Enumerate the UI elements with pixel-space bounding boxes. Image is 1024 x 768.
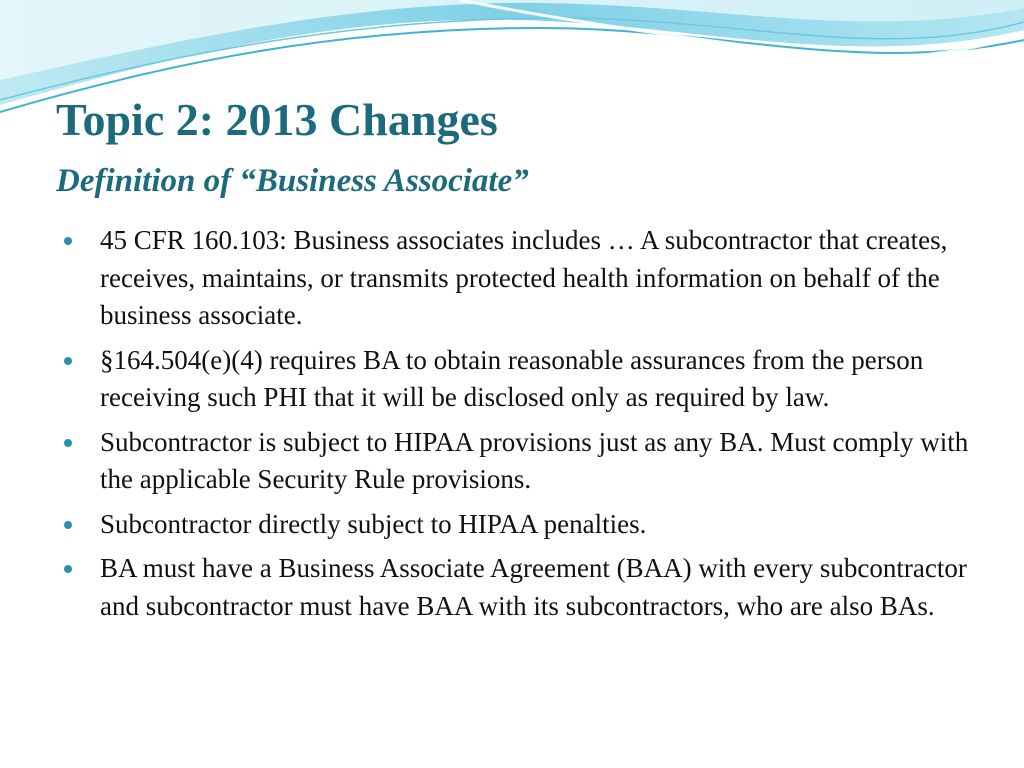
slide-title: Topic 2: 2013 Changes (56, 94, 498, 145)
bullet-dot-icon (64, 565, 72, 573)
bullet-dot-icon (64, 237, 72, 245)
bullet-text: BA must have a Business Associate Agreement (BAA) with every subcontractor and subcontractor must have BAA with its subcontractors, who are also BAs. (100, 553, 967, 621)
bullet-item (60, 424, 1000, 499)
bullet-item (60, 342, 1000, 417)
slide-subtitle: Definition of “Business Associate” (56, 163, 529, 199)
bullet-text: 45 CFR 160.103: Business associates includes … A subcontractor that creates, receives, maintains, or transmits protected health information on behalf of the business associate. (100, 225, 948, 330)
bullet-item (60, 506, 1000, 544)
bullet-text: Subcontractor is subject to HIPAA provisions just as any BA. Must comply with the applicable Security Rule provisions. (100, 426, 969, 494)
bullet-item (60, 222, 1000, 335)
bullet-dot-icon (64, 357, 72, 365)
bullet-text: Subcontractor directly subject to HIPAA penalties. (100, 508, 647, 539)
bullet-dot-icon (64, 439, 72, 447)
bullet-dot-icon (64, 521, 72, 529)
bullet-item (60, 550, 1000, 625)
bullet-text: §164.504(e)(4) requires BA to obtain reasonable assurances from the person receiving such PHI that it will be disclosed only as required by law. (100, 344, 924, 412)
bullet-list (60, 222, 1000, 632)
